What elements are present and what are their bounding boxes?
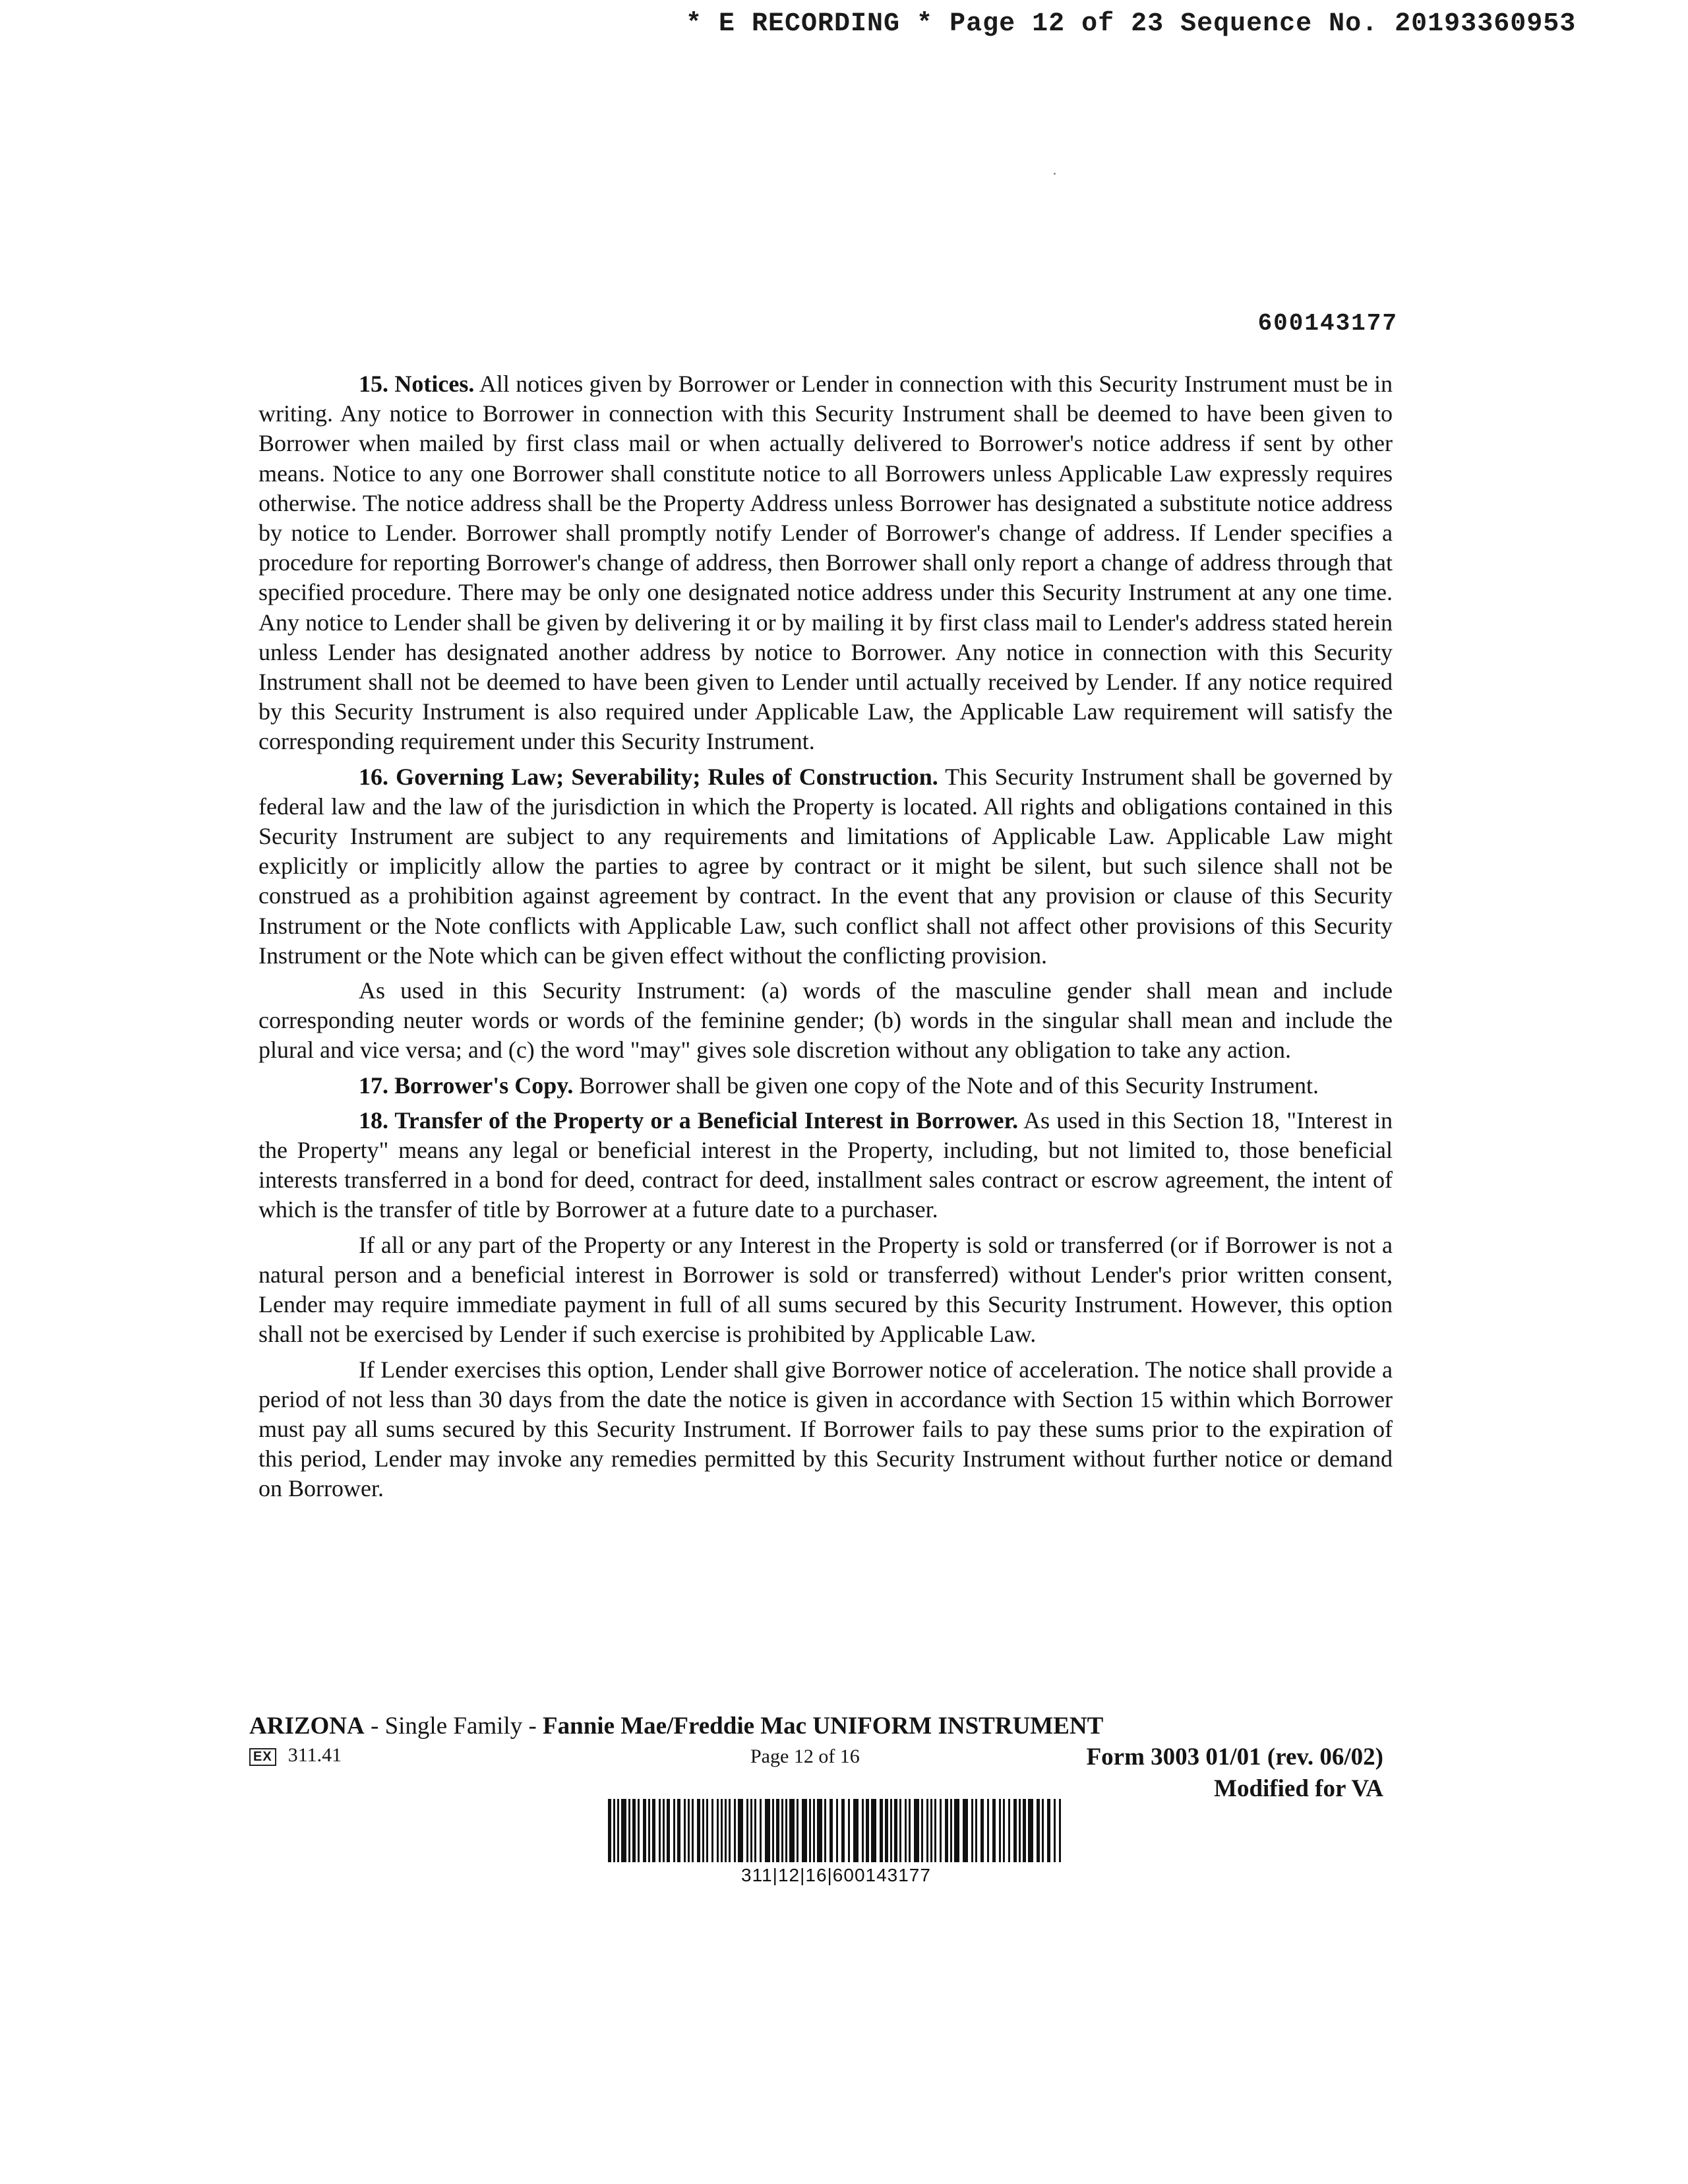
section-15-text: All notices given by Borrower or Lender in connection with this Security Instrument must be in writing. Any notice to Borrower in connection with this Security Instrument shall be deemed to have been given to Borrower when mailed by first class mail or when actually delivered to Borrower's notice address if sent by other means. Notice to any one Borrower shall constitute notice to all Borrowers unless Applicable Law expressly requires otherwise. The notice address shall be the Property Address unless Borrower has designated a substitute notice address by notice to Lender. Borrower shall promptly notify Lender of Borrower's change of address. If Lender specifies a procedure for reporting Borrower's change of address, then Borrower shall only report a change of address through that specified procedure. There may be only one designated notice address under this Security Instrument at any one time. Any notice to Lender shall be given by delivering it or by mailing it by first class mail to Lender's address stated herein unless Lender has designated another address by notice to Borrower. Any notice in connection with this Security Instrument shall not be deemed to have been given to Lender until actually received by Lender. If any notice required by this Security Instrument is also required under Applicable Law, the Applicable Law requirement will satisfy the corresponding requirement under this Security Instrument. — [258, 371, 1393, 755]
section-16 — [258, 762, 1393, 971]
barcode-bar — [643, 1799, 646, 1862]
barcode-bar — [987, 1799, 989, 1862]
barcode-bar — [824, 1799, 826, 1862]
barcode-bar — [776, 1799, 779, 1862]
barcode-bar — [809, 1799, 811, 1862]
barcode-bar — [760, 1799, 762, 1862]
barcode-bar — [673, 1799, 675, 1862]
barcode-bar — [628, 1799, 630, 1862]
footer-instrument: Fannie Mae/Freddie Mac UNIFORM INSTRUMENT — [543, 1713, 1104, 1740]
barcode-bar — [621, 1799, 626, 1862]
barcode-bar — [632, 1799, 636, 1862]
barcode-bar — [1042, 1799, 1044, 1862]
section-17-text: Borrower shall be given one copy of the Note and of this Security Instrument. — [573, 1072, 1319, 1099]
barcode-bar — [1028, 1799, 1033, 1862]
barcode-bar — [663, 1799, 665, 1862]
ellie-mae-logo-icon: EX — [249, 1748, 276, 1766]
document-body — [258, 369, 1393, 1509]
barcode-bars-icon — [605, 1799, 1067, 1862]
barcode-bar — [841, 1799, 845, 1862]
barcode-bar — [765, 1799, 770, 1862]
barcode-bar — [975, 1799, 977, 1862]
form-code-number: 311.41 — [287, 1744, 342, 1766]
modified-for-va: Modified for VA — [1214, 1775, 1383, 1802]
barcode-bar — [971, 1799, 973, 1862]
barcode-bar — [934, 1799, 936, 1862]
barcode-bar — [1059, 1799, 1061, 1862]
footer-form-row — [249, 1743, 1383, 1773]
barcode-bar — [1047, 1799, 1050, 1862]
scan-speck — [1054, 173, 1056, 175]
barcode-bar — [1013, 1799, 1017, 1862]
barcode-bar — [890, 1799, 892, 1862]
barcode-bar — [1023, 1799, 1026, 1862]
footer-state: ARIZONA — [249, 1713, 365, 1740]
section-18-paragraph-3: If Lender exercises this option, Lender shall give Borrower notice of acceleration. The notice shall provide a period of not less than 30 days from the date the notice is given in accordance with Section 15 within which Borrower must pay all sums secured by this Security Instrument. If Borrower fails to pay these sums prior to the expiration of this period, Lender may invoke any remedies permitted by this Security Instrument without further notice or demand on Borrower. — [258, 1356, 1393, 1502]
barcode-bar — [999, 1799, 1001, 1862]
barcode-bar — [659, 1799, 661, 1862]
section-18-heading: 18. Transfer of the Property or a Beneficial Interest in Borrower. — [359, 1107, 1019, 1134]
barcode-bar — [688, 1799, 690, 1862]
barcode-bar — [899, 1799, 901, 1862]
form-number: Form 3003 01/01 (rev. 06/02) — [1086, 1744, 1383, 1771]
footer-separator: - Single Family - — [364, 1713, 543, 1740]
barcode-bar — [648, 1799, 650, 1862]
barcode-bar — [829, 1799, 833, 1862]
loan-number: 600143177 — [1257, 310, 1398, 337]
barcode-bar — [853, 1799, 859, 1862]
barcode-bar — [802, 1799, 807, 1862]
barcode-bar — [914, 1799, 919, 1862]
barcode-bar — [871, 1799, 876, 1862]
section-16-heading: 16. Governing Law; Severability; Rules of Construction. — [359, 763, 938, 790]
form-code — [249, 1744, 342, 1767]
barcode-bar — [789, 1799, 795, 1862]
barcode-bar — [697, 1799, 700, 1862]
section-16-paragraph-2: As used in this Security Instrument: (a) words of the masculine gender shall mean and include corresponding neuter words or words of the feminine gender; (b) words in the singular shall mean and include the plural and vice versa; and (c) the word "may" gives sole discretion without any obligation to take any action. — [258, 977, 1393, 1064]
section-16-text: This Security Instrument shall be governed by federal law and the law of the jurisdiction in which the Property is located. All rights and obligations contained in this Security Instrument are subject to any requirements and limitations of Applicable Law. Applicable Law might explicitly or implicitly allow the parties to agree by contract or it might be silent, but such silence shall not be construed as a prohibition against agreement by contract. In the event that any provision or clause of this Security Instrument or the Note conflicts with Applicable Law, such conflict shall not affect other provisions of this Security Instrument or the Note which can be given effect without the conflicting provision. — [258, 763, 1393, 969]
barcode-bar — [980, 1799, 984, 1862]
barcode-bar — [880, 1799, 883, 1862]
barcode-bar — [652, 1799, 655, 1862]
barcode-bar — [848, 1799, 850, 1862]
barcode-bar — [692, 1799, 694, 1862]
barcode-bar — [926, 1799, 928, 1862]
barcode-bar — [954, 1799, 959, 1862]
section-17 — [258, 1071, 1393, 1101]
barcode-bar — [750, 1799, 752, 1862]
barcode-bar — [725, 1799, 727, 1862]
barcode-bar — [862, 1799, 864, 1862]
section-15 — [258, 369, 1393, 757]
barcode-bar — [702, 1799, 704, 1862]
barcode-bar — [684, 1799, 686, 1862]
section-15-heading: 15. Notices. — [359, 371, 475, 397]
barcode-bar — [746, 1799, 748, 1862]
barcode-bar — [1037, 1799, 1040, 1862]
barcode-bar — [781, 1799, 783, 1862]
barcode-text: 311|12|16|600143177 — [741, 1865, 931, 1885]
barcode-bar — [638, 1799, 640, 1862]
barcode-bar — [734, 1799, 736, 1862]
barcode-bar — [905, 1799, 907, 1862]
barcode-bar — [930, 1799, 932, 1862]
barcode-bar — [785, 1799, 787, 1862]
barcode-bar — [738, 1799, 743, 1862]
section-18-text: As used in this Section 18, "Interest in the Property" means any legal or beneficial interest in the Property, including, but not limited to, those beneficial interests transferred in a bond for deed, contract for deed, installment sales contract or escrow agreement, the intent of which is the transfer of title by Borrower at a future date to a purchaser. — [258, 1107, 1393, 1223]
barcode-bar — [729, 1799, 731, 1862]
barcode-bar — [772, 1799, 774, 1862]
barcode-bar — [817, 1799, 822, 1862]
section-18-paragraph-2: If all or any part of the Property or any Interest in the Property is sold or transferred (or if Borrower is not a natural person and a beneficial interest in Borrower is sold or transferred) without Lender's prior written consent, Lender may require immediate payment in full of all sums secured by this Security Instrument. However, this option shall not be exercised by Lender if such exercise is prohibited by Applicable Law. — [258, 1231, 1393, 1348]
barcode-bar — [608, 1799, 611, 1862]
barcode-bar — [909, 1799, 911, 1862]
barcode-bar — [721, 1799, 723, 1862]
barcode-bar — [921, 1799, 923, 1862]
barcode-bar — [894, 1799, 897, 1862]
barcode-bar — [667, 1799, 670, 1862]
barcode-bar — [836, 1799, 838, 1862]
document-footer — [249, 1712, 1383, 1803]
barcode-bar — [677, 1799, 680, 1862]
barcode-bar — [992, 1799, 996, 1862]
barcode-bar — [950, 1799, 952, 1862]
footer-page-number: Page 12 of 16 — [750, 1745, 860, 1767]
barcode-bar — [617, 1799, 619, 1862]
barcode-bar — [754, 1799, 756, 1862]
barcode-bar — [1054, 1799, 1056, 1862]
barcode-bar — [1008, 1799, 1010, 1862]
barcode-bar — [1019, 1799, 1021, 1862]
footer-instrument-line — [249, 1712, 1383, 1740]
section-18 — [258, 1106, 1393, 1225]
barcode — [605, 1799, 1067, 1886]
barcode-bar — [797, 1799, 799, 1862]
barcode-bar — [813, 1799, 815, 1862]
barcode-bar — [613, 1799, 615, 1862]
barcode-bar — [711, 1799, 713, 1862]
barcode-bar — [940, 1799, 942, 1862]
barcode-bar — [963, 1799, 968, 1862]
barcode-bar — [1003, 1799, 1005, 1862]
barcode-bar — [706, 1799, 708, 1862]
barcode-bar — [866, 1799, 869, 1862]
section-17-heading: 17. Borrower's Copy. — [359, 1072, 574, 1099]
barcode-bar — [945, 1799, 948, 1862]
barcode-bar — [885, 1799, 888, 1862]
barcode-bar — [717, 1799, 719, 1862]
recording-header: * E RECORDING * Page 12 of 23 Sequence No. 20193360953 — [686, 9, 1577, 39]
